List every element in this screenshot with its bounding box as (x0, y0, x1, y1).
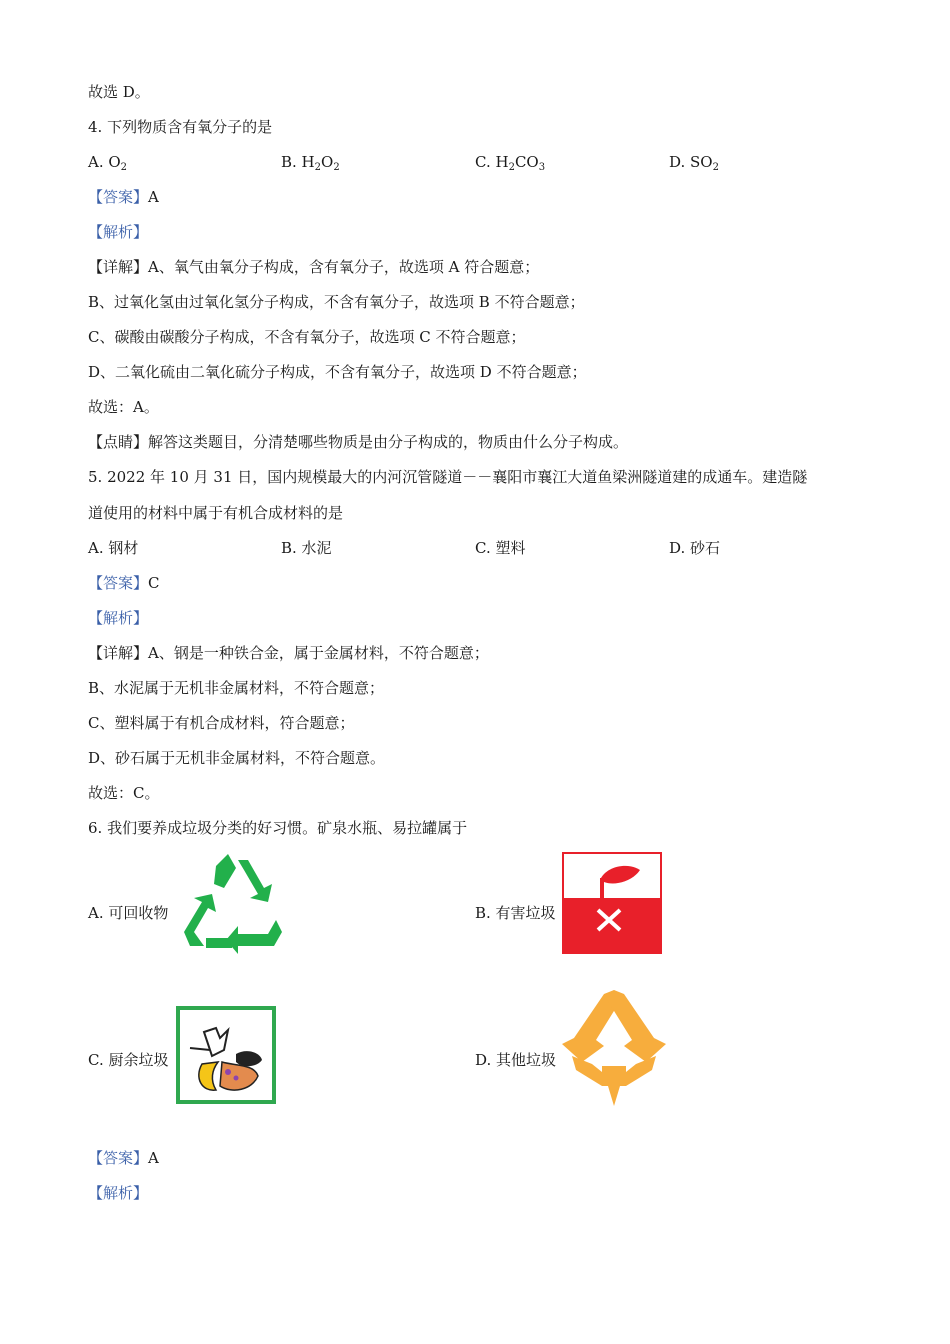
q5-option-c: C. 塑料 (475, 539, 526, 557)
detail-5-d: D、砂石属于无机非金属材料，不符合题意。 (88, 749, 386, 767)
analysis-4: 【解析】 (88, 223, 149, 241)
text-line: 故选 D。 (88, 83, 150, 101)
other-waste-icon (562, 990, 666, 1106)
kitchen-waste-icon (176, 1006, 276, 1104)
detail-4: 【详解】A、氧气由氧分子构成，含有氧分子，故选项 A 符合题意； (88, 258, 540, 276)
selection-5: 故选：C。 (88, 784, 160, 802)
selection-4: 故选：A。 (88, 398, 159, 416)
q4-option-b: B. $H_2O_2$ (281, 153, 340, 173)
answer-6: 【答案】A (88, 1149, 159, 1167)
detail-4-c: C、碳酸由碳酸分子构成，不含有氧分子，故选项 C 不符合题意； (88, 328, 526, 346)
q6-option-d-label: D. 其他垃圾 (475, 1051, 557, 1069)
q6-option-b-label: B. 有害垃圾 (475, 904, 556, 922)
recycle-icon (176, 854, 286, 954)
q6-option-a-label: A. 可回收物 (88, 904, 169, 922)
q6-option-c-label: C. 厨余垃圾 (88, 1051, 169, 1069)
answer-5: 【答案】C (88, 574, 160, 592)
q5-option-d: D. 砂石 (669, 539, 721, 557)
question-6: 6. 我们要养成垃圾分类的好习惯。矿泉水瓶、易拉罐属于 (88, 819, 468, 837)
question-5-line1: 5. 2022 年 10 月 31 日，国内规模最大的内河沉管隧道－－襄阳市襄江大道鱼梁洲隧道建的成通车。建造隧 (88, 468, 808, 486)
hazardous-waste-icon (562, 852, 662, 954)
q4-option-d: D. $SO_2$ (669, 153, 719, 173)
detail-4-d: D、二氧化硫由二氧化硫分子构成，不含有氧分子，故选项 D 不符合题意； (88, 363, 587, 381)
detail-4-b: B、过氧化氢由过氧化氢分子构成，不含有氧分子，故选项 B 不符合题意； (88, 293, 585, 311)
q5-option-a: A. 钢材 (88, 539, 139, 557)
analysis-5: 【解析】 (88, 609, 149, 627)
question-5-line2: 道使用的材料中属于有机合成材料的是 (88, 504, 344, 522)
q4-option-c: C. $H_2CO_3$ (475, 153, 546, 173)
answer-4: 【答案】A (88, 188, 159, 206)
q5-option-b: B. 水泥 (281, 539, 332, 557)
detail-5: 【详解】A、钢是一种铁合金，属于金属材料，不符合题意； (88, 644, 489, 662)
analysis-6: 【解析】 (88, 1184, 149, 1202)
question-4: 4. 下列物质含有氧分子的是 (88, 118, 273, 136)
q4-option-a: A. $O_2$ (88, 153, 128, 173)
detail-5-b: B、水泥属于无机非金属材料，不符合题意； (88, 679, 385, 697)
tip-4: 【点睛】解答这类题目，分清楚哪些物质是由分子构成的，物质由什么分子构成。 (88, 433, 629, 451)
detail-5-c: C、塑料属于有机合成材料，符合题意； (88, 714, 355, 732)
